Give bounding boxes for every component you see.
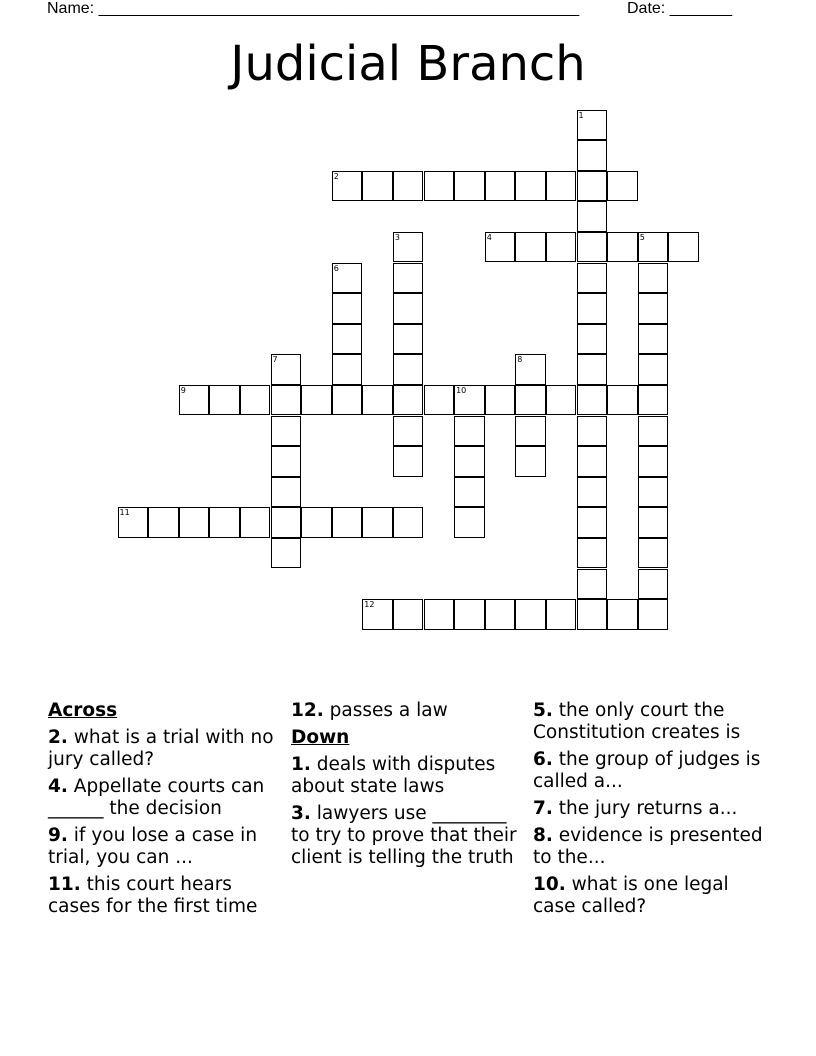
crossword-cell[interactable]	[485, 385, 516, 416]
crossword-cell[interactable]	[577, 201, 608, 232]
clue-item-text: what is one legal case called?	[533, 874, 729, 917]
crossword-cell[interactable]	[515, 385, 546, 416]
clue-number: 3	[394, 232, 400, 242]
crossword-cell[interactable]	[638, 538, 669, 569]
crossword-cell[interactable]	[638, 416, 669, 447]
crossword-cell[interactable]	[301, 385, 332, 416]
crossword-cell[interactable]	[546, 171, 577, 202]
page-title: Judicial Branch	[230, 36, 586, 92]
crossword-cell[interactable]	[577, 538, 608, 569]
crossword-cell[interactable]	[362, 385, 393, 416]
clue-item-text: the group of judges is called a...	[533, 749, 761, 792]
clue-number: 12	[364, 600, 375, 610]
crossword-cell[interactable]	[515, 416, 546, 447]
clue-item	[48, 727, 286, 771]
crossword-cell[interactable]	[607, 171, 638, 202]
crossword-cell[interactable]	[607, 599, 638, 630]
crossword-cell[interactable]	[393, 599, 424, 630]
clue-item-number: 4.	[48, 776, 68, 797]
clue-item-number: 7.	[533, 798, 553, 819]
crossword-cell[interactable]	[454, 507, 485, 538]
crossword-cell[interactable]	[515, 354, 546, 385]
crossword-cell[interactable]	[638, 232, 669, 263]
clue-item-text: passes a law	[323, 700, 448, 721]
crossword-cell[interactable]	[638, 354, 669, 385]
crossword-cell[interactable]	[271, 538, 302, 569]
crossword-cell[interactable]	[271, 446, 302, 477]
crossword-cell[interactable]	[638, 263, 669, 294]
crossword-cell[interactable]	[577, 385, 608, 416]
clue-item-number: 1.	[291, 754, 311, 775]
date-field: Date: _______	[627, 0, 732, 17]
down-heading: Down	[291, 727, 350, 748]
crossword-cell[interactable]	[638, 477, 669, 508]
clue-item-number: 12.	[291, 700, 324, 721]
clue-item-text: evidence is presented to the...	[533, 825, 763, 868]
crossword-cell[interactable]	[515, 171, 546, 202]
crossword-cell[interactable]	[607, 385, 638, 416]
clue-item	[533, 749, 771, 793]
crossword-cell[interactable]	[332, 324, 363, 355]
crossword-cell[interactable]	[393, 232, 424, 263]
across-heading: Across	[48, 700, 118, 721]
crossword-cell[interactable]	[577, 140, 608, 171]
crossword-cell[interactable]	[577, 507, 608, 538]
crossword-cell[interactable]	[577, 477, 608, 508]
crossword-cell[interactable]	[638, 599, 669, 630]
crossword-cell[interactable]	[240, 385, 271, 416]
crossword-cell[interactable]	[577, 263, 608, 294]
crossword-cell[interactable]	[332, 354, 363, 385]
crossword-cell[interactable]	[393, 324, 424, 355]
crossword-cell[interactable]	[515, 446, 546, 477]
crossword-cell[interactable]	[393, 171, 424, 202]
clue-item-text: the jury returns a...	[552, 798, 738, 819]
clue-item	[291, 754, 529, 798]
clue-number: 8	[517, 355, 523, 365]
crossword-cell[interactable]	[393, 293, 424, 324]
clue-item-number: 8.	[533, 825, 553, 846]
crossword-cell[interactable]	[148, 507, 179, 538]
crossword-cell[interactable]	[485, 232, 516, 263]
crossword-cell[interactable]	[454, 599, 485, 630]
crossword-cell[interactable]	[240, 507, 271, 538]
crossword-cell[interactable]	[638, 507, 669, 538]
crossword-cell[interactable]	[485, 171, 516, 202]
crossword-cell[interactable]	[515, 232, 546, 263]
crossword-cell[interactable]	[179, 385, 210, 416]
clue-number: 11	[119, 508, 130, 518]
crossword-cell[interactable]	[515, 599, 546, 630]
crossword-cell[interactable]	[577, 416, 608, 447]
clue-column-2	[291, 700, 529, 874]
crossword-cell[interactable]	[485, 599, 516, 630]
crossword-cell[interactable]	[271, 354, 302, 385]
crossword-cell[interactable]	[454, 171, 485, 202]
clue-number: 9	[180, 385, 186, 395]
crossword-cell[interactable]	[362, 171, 393, 202]
crossword-cell[interactable]	[424, 171, 455, 202]
crossword-cell[interactable]	[577, 599, 608, 630]
clue-item-number: 9.	[48, 825, 68, 846]
crossword-cell[interactable]	[577, 569, 608, 600]
crossword-cell[interactable]	[454, 416, 485, 447]
crossword-cell[interactable]	[271, 416, 302, 447]
crossword-cell[interactable]	[577, 446, 608, 477]
crossword-cell[interactable]	[577, 354, 608, 385]
crossword-cell[interactable]	[332, 385, 363, 416]
crossword-cell[interactable]	[638, 446, 669, 477]
clue-item-number: 2.	[48, 727, 68, 748]
clue-item-number: 11.	[48, 874, 81, 895]
clue-item-number: 10.	[533, 874, 566, 895]
crossword-cell[interactable]	[362, 507, 393, 538]
crossword-cell[interactable]	[393, 354, 424, 385]
crossword-cell[interactable]	[271, 477, 302, 508]
clue-number: 7	[272, 355, 278, 365]
clue-item	[48, 776, 286, 820]
crossword-cell[interactable]	[271, 507, 302, 538]
crossword-cell[interactable]	[393, 263, 424, 294]
crossword-cell[interactable]	[332, 507, 363, 538]
name-field: Name: ______________________________________________________	[47, 0, 580, 17]
crossword-cell[interactable]	[577, 324, 608, 355]
crossword-cell[interactable]	[546, 232, 577, 263]
clue-item-text: deals with disputes about state laws	[291, 754, 496, 797]
crossword-cell[interactable]	[607, 232, 638, 263]
crossword-cell[interactable]	[209, 385, 240, 416]
crossword-cell[interactable]	[546, 385, 577, 416]
crossword-cell[interactable]	[638, 293, 669, 324]
crossword-cell[interactable]	[638, 385, 669, 416]
crossword-cell[interactable]	[454, 477, 485, 508]
crossword-cell[interactable]	[546, 599, 577, 630]
clue-item-text: if you lose a case in trial, you can ...	[48, 825, 258, 868]
clue-number: 2	[333, 171, 339, 181]
crossword-cell[interactable]	[271, 385, 302, 416]
clue-column-1	[48, 700, 286, 923]
crossword-cell[interactable]	[332, 293, 363, 324]
crossword-cell[interactable]	[393, 385, 424, 416]
crossword-cell[interactable]	[638, 569, 669, 600]
clue-item-text: this court hears cases for the first time	[48, 874, 258, 917]
crossword-cell[interactable]	[393, 446, 424, 477]
crossword-cell[interactable]	[638, 324, 669, 355]
clue-item	[533, 700, 771, 744]
crossword-cell[interactable]	[332, 263, 363, 294]
clue-number: 10	[456, 385, 467, 395]
crossword-cell[interactable]	[332, 171, 363, 202]
crossword-cell[interactable]	[362, 599, 393, 630]
crossword-cell[interactable]	[424, 599, 455, 630]
clue-item-number: 5.	[533, 700, 553, 721]
crossword-cell[interactable]	[577, 293, 608, 324]
clue-item-text: what is a trial with no jury called?	[48, 727, 274, 770]
crossword-cell[interactable]	[577, 110, 608, 141]
clue-number: 4	[486, 232, 492, 242]
crossword-cell[interactable]	[577, 171, 608, 202]
crossword-cell[interactable]	[301, 507, 332, 538]
clue-column-3	[533, 700, 771, 923]
crossword-cell[interactable]	[393, 416, 424, 447]
crossword-cell[interactable]	[209, 507, 240, 538]
clue-item	[48, 825, 286, 869]
clue-item	[533, 874, 771, 918]
clue-number: 1	[578, 110, 584, 120]
crossword-cell[interactable]	[424, 385, 455, 416]
clue-item	[291, 803, 529, 869]
clue-item	[48, 874, 286, 918]
crossword-cell[interactable]	[668, 232, 699, 263]
clue-number: 6	[333, 263, 339, 273]
crossword-cell[interactable]	[454, 446, 485, 477]
clue-item	[533, 798, 771, 820]
clue-number: 5	[639, 232, 645, 242]
crossword-cell[interactable]	[179, 507, 210, 538]
clue-item-number: 6.	[533, 749, 553, 770]
crossword-cell[interactable]	[393, 507, 424, 538]
crossword-cell[interactable]	[118, 507, 149, 538]
clue-item-text: lawyers use ________ to try to prove that their client is telling the truth	[291, 803, 517, 868]
clue-item-text: Appellate courts can ______ the decision	[48, 776, 265, 819]
clue-item-number: 3.	[291, 803, 311, 824]
clue-item	[291, 700, 529, 722]
clue-item-text: the only court the Constitution creates is	[533, 700, 741, 743]
clue-item	[533, 825, 771, 869]
crossword-cell[interactable]	[454, 385, 485, 416]
crossword-cell[interactable]	[577, 232, 608, 263]
